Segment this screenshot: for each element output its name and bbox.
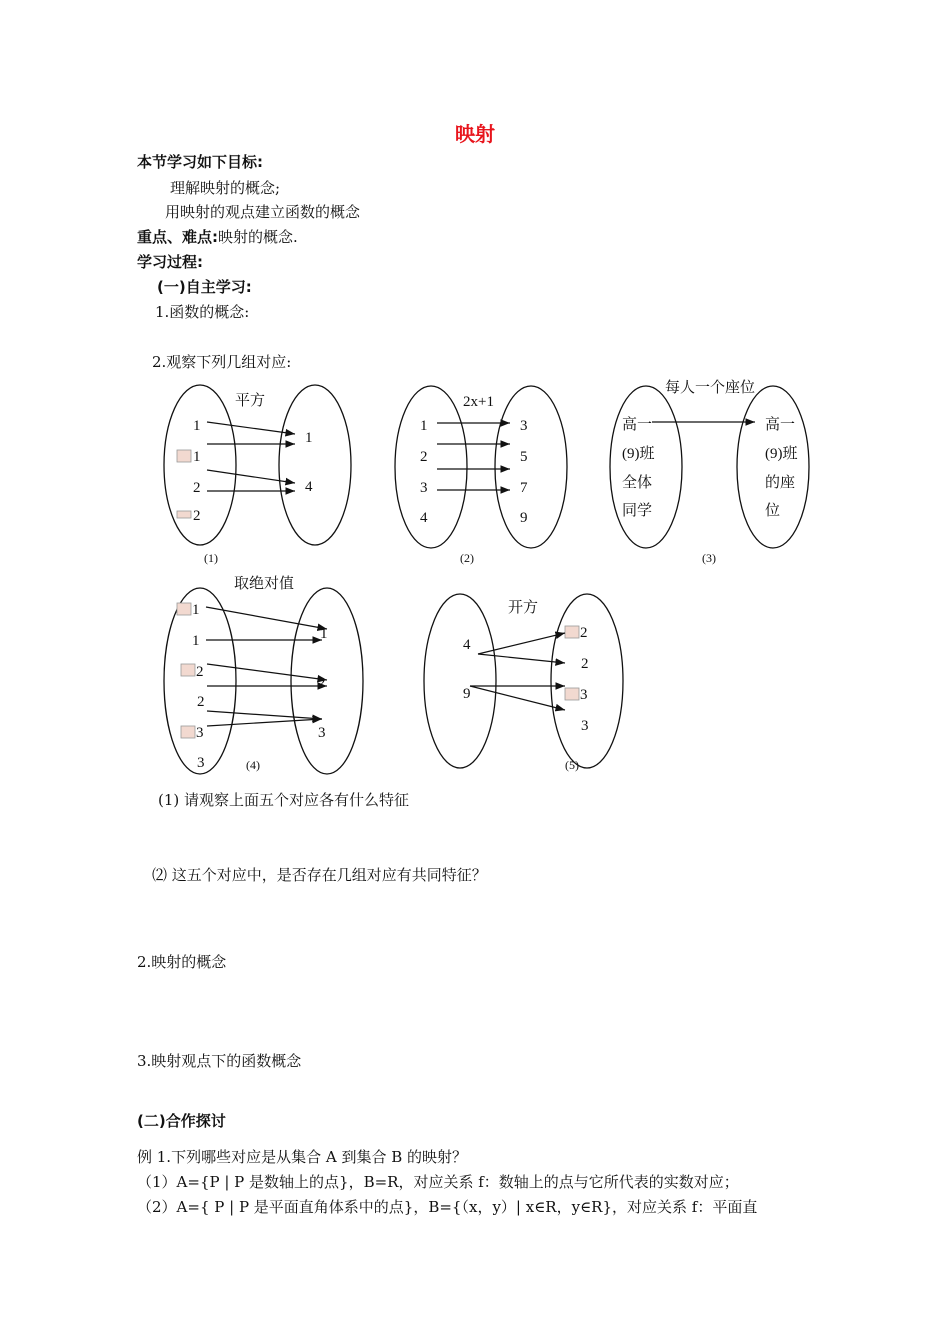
diagram-5-left-1: 4 (463, 637, 471, 653)
broken-image-icon (177, 450, 191, 462)
diagram-2 (395, 386, 567, 565)
diagram-3-rule: 每人一个座位 (665, 380, 756, 396)
diagram-5-rule: 开方 (508, 600, 539, 616)
diagram-4-left-1: 1 (192, 602, 200, 618)
objectives-heading: 本节学习如下目标: (137, 153, 263, 171)
diagram-2-left-4: 4 (420, 510, 428, 526)
broken-image-icon (181, 726, 195, 738)
diagram-3-right-3: 的座 (765, 475, 796, 491)
diagram-5-codomain-set (551, 594, 623, 768)
diagram-3-left-2: (9)班 (622, 446, 655, 462)
broken-image-icon (177, 603, 191, 615)
diagram-4-left-6: 3 (197, 755, 205, 771)
diagram-5-domain-set (424, 594, 496, 768)
diagram-4-caption: (4) (246, 758, 260, 772)
diagram-2-right-2: 5 (520, 449, 528, 465)
section-1-heading: (一)自主学习: (157, 278, 252, 296)
diagram-5 (424, 594, 623, 772)
example-item-2: （2）A={ P | P 是平面直角体系中的点}，B={（x，y）| x∈R，y∈R}，对应关系 f：平面直 (137, 1198, 758, 1216)
diagram-3-codomain-set (737, 386, 809, 548)
diagram-1-left-1: 1 (193, 418, 201, 434)
diagram-5-right-2: 2 (581, 656, 589, 672)
item-2: 2.观察下列几组对应: (152, 353, 292, 371)
diagram-4-right-1: 1 (320, 626, 328, 642)
section-2-heading: (二)合作探讨 (137, 1112, 226, 1130)
diagram-4-codomain-set (291, 588, 363, 774)
diagram-2-right-3: 7 (520, 480, 528, 496)
diagram-3-right-4: 位 (765, 503, 781, 519)
example-item-1: （1）A={P | P 是数轴上的点}，B=R，对应关系 f：数轴上的点与它所代表的实数对应； (137, 1173, 739, 1191)
diagram-2-right-4: 9 (520, 510, 528, 526)
example-title: 例 1.下列哪些对应是从集合 A 到集合 B 的映射？ (137, 1148, 468, 1166)
diagram-3-left-4: 同学 (622, 503, 653, 519)
diagram-5-right-3: 3 (580, 687, 588, 703)
diagram-5-caption: (5) (565, 758, 579, 772)
diagram-1-codomain-set (279, 385, 351, 545)
concept-mapping: 2.映射的概念 (137, 953, 227, 971)
diagram-2-left-3: 3 (420, 480, 428, 496)
diagram-1-right-2: 4 (305, 479, 313, 495)
question-1: (1) 请观察上面五个对应各有什么特征 (158, 791, 410, 809)
page-title: 映射 (455, 122, 495, 146)
item-1: 1.函数的概念: (155, 303, 250, 321)
diagram-3-domain-set (610, 386, 682, 548)
diagram-2-rule: 2x+1 (463, 394, 494, 410)
diagram-3-left-3: 全体 (622, 475, 653, 491)
diagram-5-left-2: 9 (463, 686, 471, 702)
diagram-5-right-1: 2 (580, 625, 588, 641)
diagram-2-left-2: 2 (420, 449, 428, 465)
diagram-4-domain-set (164, 588, 236, 774)
key-points-text: 映射的概念. (218, 228, 298, 246)
process-heading: 学习过程: (137, 253, 203, 271)
diagram-4 (164, 574, 363, 774)
diagram-3-right-2: (9)班 (765, 446, 798, 462)
diagram-5-right-4: 3 (581, 718, 589, 734)
diagram-2-right-1: 3 (520, 418, 528, 434)
diagram-2-domain-set (395, 386, 467, 548)
key-points-label: 重点、难点: (137, 228, 218, 246)
diagram-4-left-5: 3 (196, 725, 204, 741)
broken-image-icon (177, 511, 191, 518)
diagram-1-rule: 平方 (235, 393, 266, 409)
diagram-1-left-4: 2 (193, 508, 201, 524)
diagram-1 (164, 385, 351, 565)
question-2: ⑵ 这五个对应中，是否存在几组对应有共同特征？ (152, 866, 487, 884)
diagram-3-right-1: 高一 (765, 417, 796, 433)
concept-function: 3.映射观点下的函数概念 (137, 1052, 302, 1070)
diagram-2-codomain-set (495, 386, 567, 548)
diagram-1-left-3: 2 (193, 480, 201, 496)
diagram-1-right-1: 1 (305, 430, 313, 446)
diagram-3-left-1: 高一 (622, 417, 653, 433)
diagram-4-right-3: 3 (318, 725, 326, 741)
diagram-4-left-3: 2 (196, 664, 204, 680)
diagram-4-rule: 取绝对值 (234, 576, 295, 592)
diagram-3-caption: (3) (702, 551, 716, 565)
broken-image-icon (565, 626, 579, 638)
diagram-2-caption: (2) (460, 551, 474, 565)
diagram-3 (610, 379, 809, 565)
diagram-1-caption: (1) (204, 551, 218, 565)
objective-1: 理解映射的概念; (170, 179, 281, 197)
diagram-2-left-1: 1 (420, 418, 428, 434)
diagram-4-left-2: 1 (192, 633, 200, 649)
broken-image-icon (181, 664, 195, 676)
objective-2: 用映射的观点建立函数的概念 (165, 203, 361, 221)
diagram-4-left-4: 2 (197, 694, 205, 710)
diagram-4-right-2: 2 (318, 675, 326, 691)
broken-image-icon (565, 688, 579, 700)
diagram-1-left-2: 1 (193, 449, 201, 465)
